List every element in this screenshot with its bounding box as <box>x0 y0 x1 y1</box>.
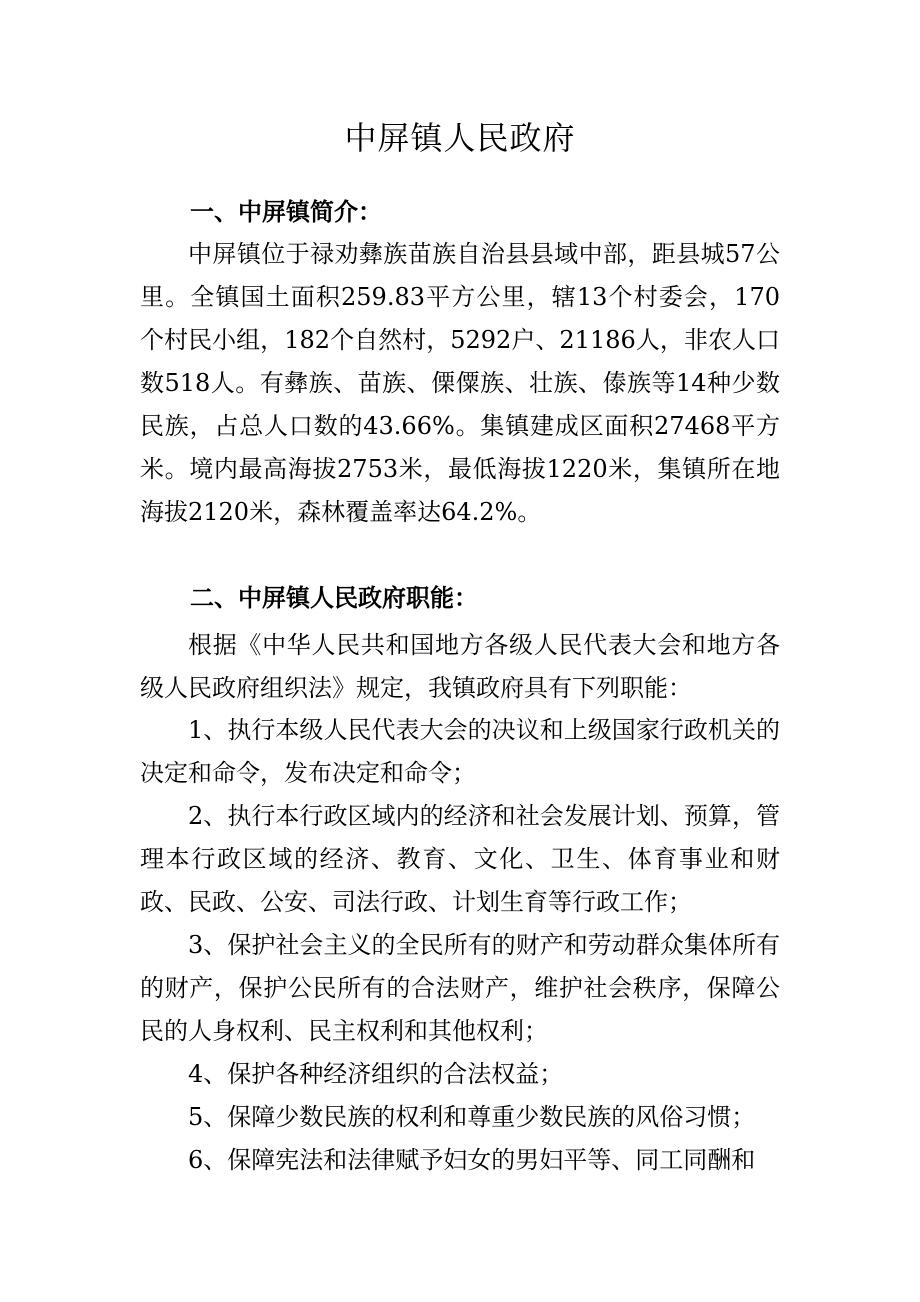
function-item-2: 2、执行本行政区域内的经济和社会发展计划、预算，管理本行政区域的经济、教育、文化、卫生、体育事业和财政、民政、公安、司法行政、计划生育等行政工作； <box>140 802 780 916</box>
section-heading-intro: 一、中屏镇简介： <box>190 198 382 226</box>
functions-intro-paragraph: 根据《中华人民共和国地方各级人民代表大会和地方各级人民政府组织法》规定，我镇政府具有下列职能： <box>140 631 780 702</box>
function-item-1: 1、执行本级人民代表大会的决议和上级国家行政机关的决定和命令，发布决定和命令； <box>140 716 780 787</box>
function-item-6: 6、保障宪法和法律赋予妇女的男妇平等、同工同酬和 <box>188 1146 756 1174</box>
function-item-3: 3、保护社会主义的全民所有的财产和劳动群众集体所有的财产，保护公民所有的合法财产，维护社会秩序，保障公民的人身权利、民主权利和其他权利； <box>140 931 780 1045</box>
function-item-5: 5、保障少数民族的权利和尊重少数民族的风俗习惯； <box>188 1103 756 1131</box>
document-title: 中屏镇人民政府 <box>344 119 576 157</box>
intro-paragraph: 中屏镇位于禄劝彝族苗族自治县县域中部，距县城57公里。全镇国土面积259.83平方公里，辖13个村委会，170个村民小组，182个自然村，5292户、21186人，非农人口数518人。有彝族、苗族、傈僳族、壮族、傣族等14种少数民族，占总人口数的43.66%。集镇建成区面积27468平方米。境内最高海拔2753米，最低海拔1220米，集镇所在地海拔2120米，森林覆盖率达64.2%。 <box>140 240 780 526</box>
function-item-4: 4、保护各种经济组织的合法权益； <box>188 1060 564 1088</box>
section-heading-functions: 二、中屏镇人民政府职能： <box>190 584 478 612</box>
